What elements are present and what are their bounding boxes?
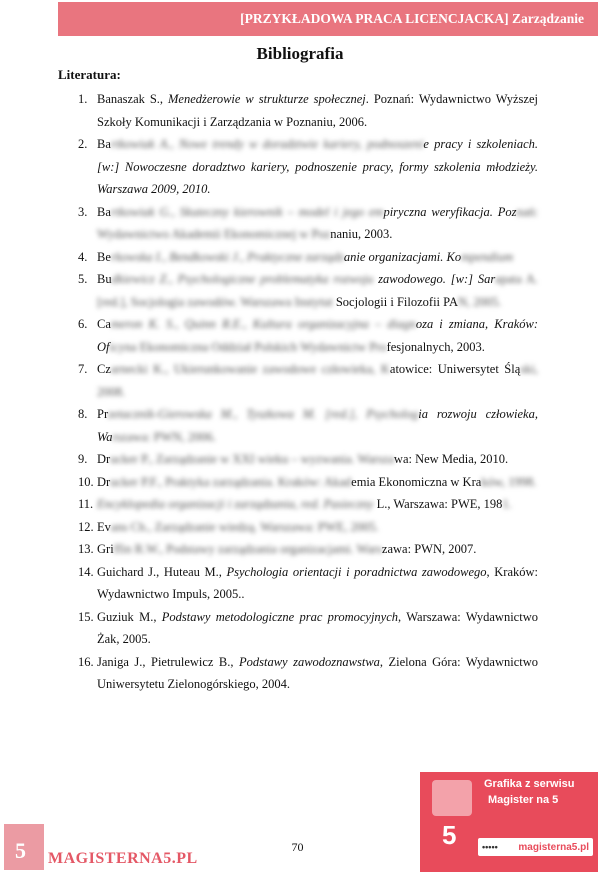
running-header [58, 2, 598, 36]
list-item: 16. Janiga J., Pietrulewicz B., Podstawy zawodoznawstwa, Zielona Góra: Wydawnictwo Uniwersytetu Zielonogórskiego, 2004. [78, 654, 538, 691]
badge-line-2: Magister na 5 [488, 794, 559, 806]
running-header-text: [PRZYKŁADOWA PRACA LICENCJACKA] Zarządzanie [240, 11, 584, 26]
bibliography-list [78, 88, 538, 696]
list-item: 8. Przetacznik-Gierowska M., Tyszkowa M. [red.], Psychologia rozwoju człowieka, Warszawa: PWN, 2006. [78, 407, 538, 444]
section-heading: Literatura: [58, 67, 121, 82]
list-item: 1. Banaszak S., Menedżerowie w strukturze społecznej. Poznań: Wydawnictwo Wyższej Szkoły Komunikacji i Zarządzania w Poznaniu, 2006. [78, 92, 538, 129]
list-item: 3. Bartkowiak G., Skuteczny kierownik – model i jego empiryczna weryfikacja. Poznań: Wydawnictwo Akademii Ekonomicznej w Poznaniu, 2003. [78, 204, 538, 241]
badge-digit: 5 [442, 820, 457, 850]
list-item: 14. Guichard J., Huteau M., Psychologia orientacji i poradnictwa zawodowego, Kraków: Wydawnictwo Impuls, 2005.. [78, 564, 538, 601]
list-item: 2. Bartkowiak A., Nowe trendy w doradztwie kariery, podnoszenie pracy i szkoleniach. [w:] Nowoczesne doradztwo kariery, podnoszenie pracy, formy szkolenia młodzieży. Warszawa 2009, 2010. [78, 137, 538, 196]
list-item: 10. Drucker P.F., Praktyka zarządzania. Kraków: Akademia Ekonomiczna w Kraków, 1998. [78, 474, 537, 489]
list-item: 11. Encyklopedia organizacji i zarządzania, red. Pasieczny L., Warszawa: PWE, 1981. [78, 497, 512, 511]
list-item: 12. Evans Ch., Zarządzanie wiedzą. Warszawa: PWE, 2005. [78, 519, 379, 534]
list-item: 5. Budkiewicz Z., Psychologiczne problematyka rozwoju zawodowego. [w:] Sarapata A. [red.], Socjologia zawodów. Warszawa Instytut Socjologii i Filozofii PAN, 2005. [78, 272, 538, 309]
list-item: 9. Drucker P., Zarządzanie w XXI wieku – wyzwania. Warszawa: New Media, 2010. [78, 452, 509, 466]
dots-icon: ••••• [482, 842, 498, 852]
source-badge [420, 772, 598, 872]
list-item: 4. Berkowska I., Bendkowski J., Praktyczne zarządzanie organizacjami. Kompendium [78, 249, 514, 264]
list-item: 7. Czarnecki K., Ukierunkowanie zawodowe człowieka, Katowice: Uniwersytet Śląski, 2008. [78, 362, 538, 399]
magisterna5-logo [2, 822, 222, 874]
list-item: 6. Cameron K. S., Quinn R.E., Kultura organizacyjna – diagnoza i zmiana, Kraków: Oficyna Ekonomiczna Oddział Polskich Wydawnictw Profesjonalnych, 2003. [78, 317, 539, 354]
badge-line-1: Grafika z serwisu [484, 778, 575, 790]
graduation-cap-icon [432, 780, 472, 816]
list-item: 15. Guziuk M., Podstawy metodologiczne prac promocyjnych, Warszawa: Wydawnictwo Żak, 2005. [78, 609, 538, 646]
graduation-cap-icon: 5 [4, 824, 44, 870]
logo-text: MAGISTERNA5.PL [48, 850, 198, 867]
list-item: 13. Griffin R.W., Podstawy zarządzania organizacjami. Warszawa: PWN, 2007. [78, 542, 477, 556]
badge-url: ••••• magisterna5.pl [478, 838, 593, 856]
page-title: Bibliografia [256, 44, 344, 63]
page-number: 70 [291, 840, 304, 854]
